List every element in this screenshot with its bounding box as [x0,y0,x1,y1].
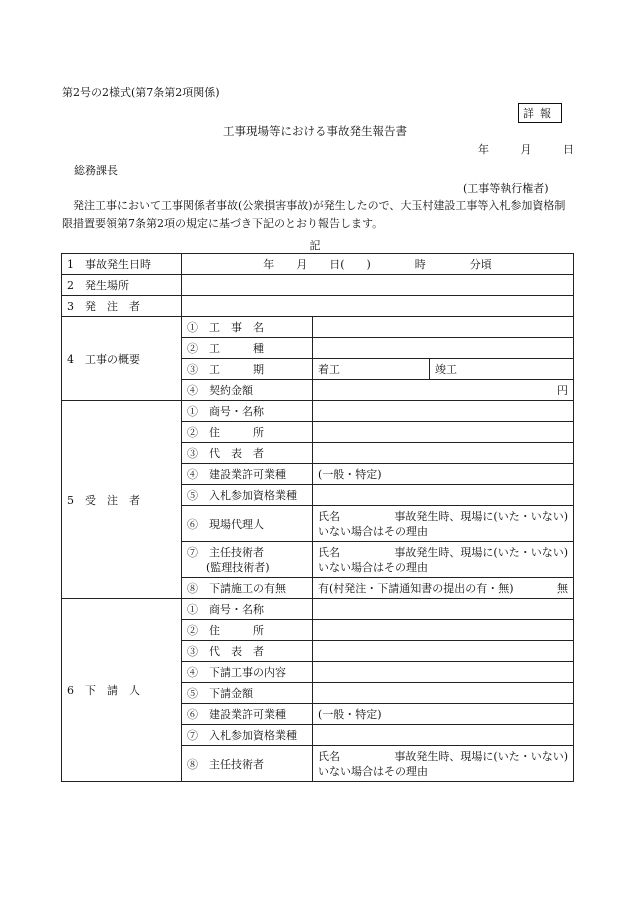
field-contractor-license[interactable]: (一般・特定) [313,464,574,485]
item-contract-amount: ④ 契約金額 [182,380,313,401]
field-end[interactable]: 竣工 [430,359,574,380]
name-label: 氏名 [318,509,340,523]
field-sub-bid-qual[interactable] [313,725,574,746]
field-work-name[interactable] [313,317,574,338]
item-chief-engineer [182,542,313,578]
presence-text: 事故発生時、現場に(いた・いない) [394,545,569,559]
body-text: 発注工事において工事関係者事故(公衆損害事故)が発生したので、大玉村建設工事等入札参加資格制限措置要領第7条第2項の規定に基づき下記のとおり報告します。 [62,199,566,230]
field-orderer[interactable] [182,296,574,317]
item-contractor-rep: ③ 代 表 者 [182,443,313,464]
absence-reason: いない場合はその理由 [318,560,428,574]
field-sub-work[interactable] [313,662,574,683]
field-sub-amount[interactable] [313,683,574,704]
item-sub-name: ① 商号・名称 [182,599,313,620]
item-contractor-license: ④ 建設業許可業種 [182,464,313,485]
label-orderer: 3 発 注 者 [62,296,182,317]
field-site-agent[interactable] [313,506,574,542]
item-contractor-address: ② 住 所 [182,422,313,443]
item-sub-license: ⑥ 建設業許可業種 [182,704,313,725]
item-work-type: ② 工 種 [182,338,313,359]
label-accident-datetime: 1 事故発生日時 [62,254,182,275]
field-contractor-bid-qual[interactable] [313,485,574,506]
field-location[interactable] [182,275,574,296]
label-contractor: 5 受 注 者 [62,401,182,599]
field-sub-rep[interactable] [313,641,574,662]
detail-report-badge: 詳報 [518,103,562,123]
field-sub-license[interactable]: (一般・特定) [313,704,574,725]
executor-label: (工事等執行権者) [463,182,549,195]
item-site-agent: ⑥ 現場代理人 [182,506,313,542]
row-orderer [62,296,574,317]
chief-engineer-label: ⑦ 主任技術者 [187,545,264,559]
absence-reason: いない場合はその理由 [318,764,428,778]
field-chief-engineer[interactable] [313,542,574,578]
item-contractor-name: ① 商号・名称 [182,401,313,422]
field-start[interactable]: 着工 [313,359,430,380]
field-contractor-address[interactable] [313,422,574,443]
name-label: 氏名 [318,545,340,559]
field-subcontract[interactable] [313,578,574,599]
label-subcontractor: 6 下 請 人 [62,599,182,782]
item-sub-engineer: ⑧ 主任技術者 [182,746,313,782]
field-contractor-name[interactable] [313,401,574,422]
name-label: 氏名 [318,749,340,763]
presence-text: 事故発生時、現場に(いた・いない) [394,509,569,523]
document-title: 工事現場等における事故発生報告書 [223,124,407,138]
form-number: 第2号の2様式(第7条第2項関係) [62,86,220,99]
field-sub-engineer[interactable] [313,746,574,782]
item-sub-rep: ③ 代 表 者 [182,641,313,662]
row-accident-datetime [62,254,574,275]
row-contractor-name [62,401,574,422]
ki-heading: 記 [309,239,321,252]
field-sub-address[interactable] [313,620,574,641]
subcontract-value: 有(村発注・下請通知書の提出の有・無) [318,582,514,595]
item-sub-bid-qual: ⑦ 入札参加資格業種 [182,725,313,746]
item-sub-amount: ⑤ 下請金額 [182,683,313,704]
label-location: 2 発生場所 [62,275,182,296]
report-table [61,253,574,782]
report-date: 年 月 日 [478,143,574,156]
field-work-type[interactable] [313,338,574,359]
absence-reason: いない場合はその理由 [318,524,428,538]
item-contractor-bid-qual: ⑤ 入札参加資格業種 [182,485,313,506]
field-sub-name[interactable] [313,599,574,620]
subcontract-none: 無 [557,582,569,595]
addressee: 総務課長 [74,164,118,177]
item-work-period: ③ 工 期 [182,359,313,380]
item-subcontract: ⑧ 下請施工の有無 [182,578,313,599]
item-work-name: ① 工 事 名 [182,317,313,338]
label-work-overview: 4 工事の概要 [62,317,182,401]
item-sub-address: ② 住 所 [182,620,313,641]
row-location [62,275,574,296]
item-sub-work: ④ 下請工事の内容 [182,662,313,683]
row-sub-name [62,599,574,620]
presence-text: 事故発生時、現場に(いた・いない) [394,749,569,763]
supervising-engineer-label: (監理技術者) [206,560,270,574]
row-work-name [62,317,574,338]
field-accident-datetime[interactable]: 年 月 日( ) 時 分頃 [182,254,574,275]
field-contract-amount[interactable]: 円 [313,380,574,401]
field-contractor-rep[interactable] [313,443,574,464]
